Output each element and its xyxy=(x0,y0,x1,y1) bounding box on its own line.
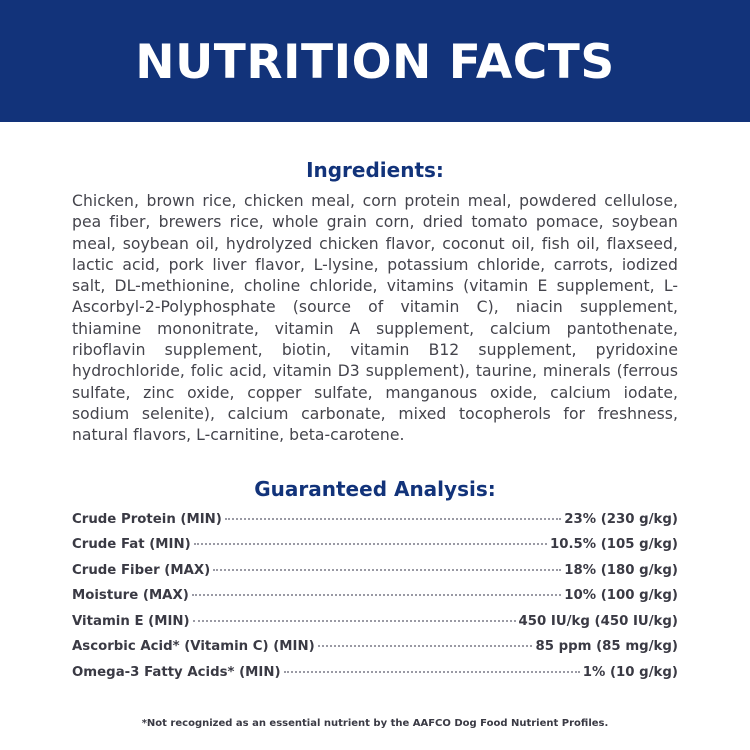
analysis-row-name: Crude Protein (MIN) xyxy=(72,511,222,527)
dot-leader xyxy=(193,620,516,622)
footnote: *Not recognized as an essential nutrient by the AAFCO Dog Food Nutrient Profiles. xyxy=(141,718,609,730)
analysis-row-value: 1% (10 g/kg) xyxy=(582,664,678,680)
dot-leader xyxy=(284,671,580,673)
analysis-row-name: Ascorbic Acid* (Vitamin C) (MIN) xyxy=(72,639,315,655)
analysis-row-name: Vitamin E (MIN) xyxy=(72,613,190,629)
analysis-row-omega-3 xyxy=(72,665,678,691)
analysis-row-value: 18% (180 g/kg) xyxy=(564,562,678,578)
analysis-row-value: 85 ppm (85 mg/kg) xyxy=(535,639,678,655)
dot-leader xyxy=(225,518,561,520)
analysis-row-value: 10.5% (105 g/kg) xyxy=(549,537,678,553)
dot-leader xyxy=(213,569,561,571)
analysis-row-crude-fiber xyxy=(72,563,678,589)
analysis-row-moisture xyxy=(72,588,678,614)
ingredients-heading: Ingredients: xyxy=(306,158,444,182)
dot-leader xyxy=(194,543,547,545)
analysis-row-name: Crude Fat (MIN) xyxy=(72,537,191,553)
dot-leader xyxy=(192,594,561,596)
header-banner xyxy=(0,0,750,122)
analysis-row-name: Omega-3 Fatty Acids* (MIN) xyxy=(72,664,281,680)
analysis-row-name: Moisture (MAX) xyxy=(72,588,189,604)
analysis-row-vitamin-e xyxy=(72,614,678,640)
analysis-row-value: 450 IU/kg (450 IU/kg) xyxy=(518,613,678,629)
dot-leader xyxy=(318,645,533,647)
ingredients-list: Chicken, brown rice, chicken meal, corn protein meal, powdered cellulose, pea fiber, brewers rice, whole grain corn, dried tomato pomace, soybean meal, soybean oil, hydrolyzed chicken flavor, coconut oil, fish oil, flaxseed, lactic acid, pork liver flavor, L-lysine, potassium chloride, carrots, iodized salt, DL-methionine, choline chloride, vitamins (vitamin E supplement, L-Ascorbyl-2-Polyphosphate (source of vitamin C), niacin supplement, thiamine mononitrate, vitamin A supplement, calcium pantothenate, riboflavin supplement, biotin, vitamin B12 supplement, pyridoxine hydrochloride, folic acid, vitamin D3 supplement), taurine, minerals (ferrous sulfate, zinc oxide, copper sulfate, manganous oxide, calcium iodate, sodium selenite), calcium carbonate, mixed tocopherols for freshness, natural flavors, L-carnitine, beta-carotene. xyxy=(72,192,678,445)
guaranteed-analysis-table xyxy=(72,512,678,691)
analysis-row-name: Crude Fiber (MAX) xyxy=(72,562,211,578)
analysis-row-crude-fat xyxy=(72,537,678,563)
analysis-row-crude-protein xyxy=(72,512,678,538)
analysis-row-value: 10% (100 g/kg) xyxy=(564,588,678,604)
page-title: NUTRITION FACTS xyxy=(135,34,615,90)
analysis-row-value: 23% (230 g/kg) xyxy=(564,511,678,527)
analysis-row-ascorbic-acid xyxy=(72,639,678,665)
guaranteed-analysis-heading: Guaranteed Analysis: xyxy=(254,476,496,501)
